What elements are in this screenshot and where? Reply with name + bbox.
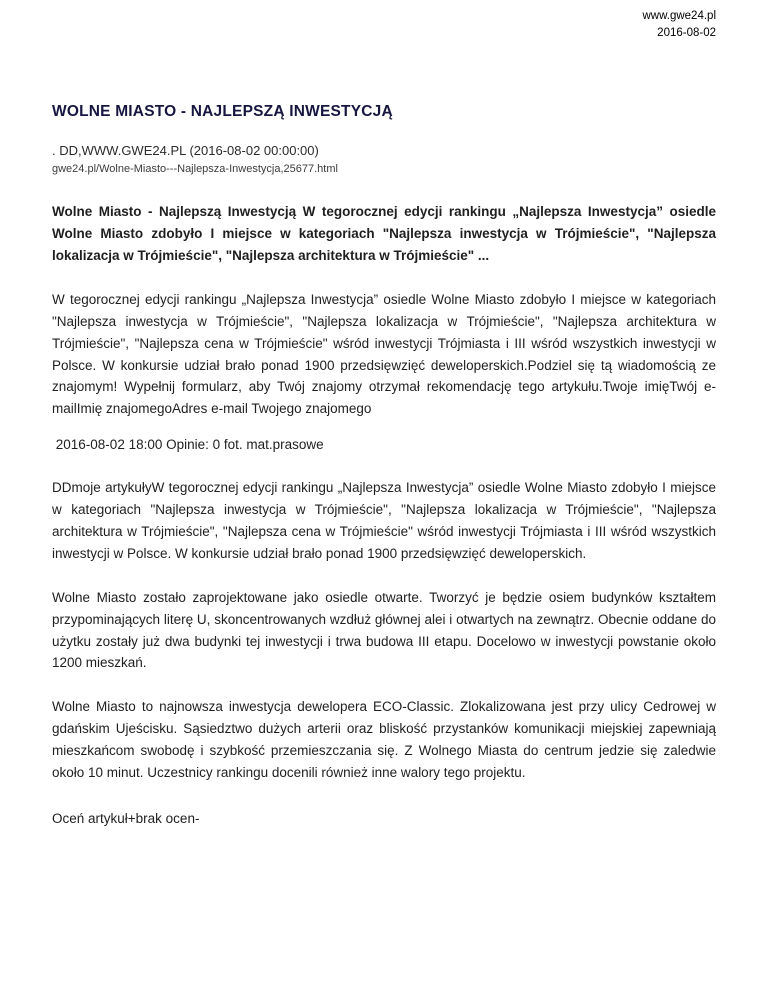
article-paragraph-3: Wolne Miasto zostało zaprojektowane jako osiedle otwarte. Tworzyć je będzie osiem budynków kształtem przypominających literę U, skoncentrowanych wzdłuż głównej alei i otwartych na zewnątrz. Obecnie oddane do użytku zostały już dwa budynki tej inwestycji i trwa budowa III etapu. Docelowo w inwestycji powstanie około 1200 mieszkań. (52, 589, 720, 671)
article-date-opinions-line: 2016-08-02 18:00 Opinie: 0 fot. mat.prasowe (52, 436, 324, 452)
header-site-url: www.gwe24.pl (642, 10, 716, 22)
article-lead-paragraph: Wolne Miasto - Najlepszą Inwestycją W tegorocznej edycji rankingu „Najlepsza Inwestycja” osiedle Wolne Miasto zdobyło I miejsce w kategoriach "Najlepsza inwestycja w Trójmieście", "Najlepsza lokalizacja w Trójmieście", "Najlepsza architektura w Trójmieście" ... (52, 204, 716, 264)
header-print-date: 2016-08-02 (657, 26, 716, 39)
article-paragraph-2: DDmoje artykułyW tegorocznej edycji rankingu „Najlepsza Inwestycja” osiedle Wolne Miasto zdobyło I miejsce w kategoriach "Najlepsza inwestycja w Trójmieście", "Najlepsza lokalizacja w Trójmieście", "Najlepsza architektura w Trójmieście", "Najlepsza cena w Trójmieście" wśród inwestycji Trójmiasta i III wśród wszystkich inwestycji w Polsce. W konkursie udział brało ponad 1900 przedsięwzięć deweloperskich. (52, 480, 720, 562)
article-rating-line: Oceń artykuł+brak ocen- (52, 810, 200, 826)
article-byline: . DD,WWW.GWE24.PL (2016-08-02 00:00:00) (52, 143, 319, 159)
print-header (52, 8, 716, 41)
article-source-url: gwe24.pl/Wolne-Miasto---Najlepsza-Inwestycja,25677.html (52, 163, 338, 176)
article-paragraph-4: Wolne Miasto to najnowsza inwestycja dewelopera ECO-Classic. Zlokalizowana jest przy ulicy Cedrowej w gdańskim Ujeścisku. Sąsiedztwo dużych arterii oraz bliskość przystanków komunikacji miejskiej zapewniają mieszkańcom swobodę i szybkość przemieszczania się. Z Wolnego Miasta do centrum jedzie się zaledwie około 10 minut. Uczestnicy rankingu docenili również inne walory tego projektu. (52, 699, 720, 780)
article-paragraph-1: W tegorocznej edycji rankingu „Najlepsza Inwestycja” osiedle Wolne Miasto zdobyło I miejsce w kategoriach "Najlepsza inwestycja w Trójmieście", "Najlepsza lokalizacja w Trójmieście", "Najlepsza architektura w Trójmieście", "Najlepsza cena w Trójmieście" wśród inwestycji Trójmiasta i III wśród wszystkich inwestycji w Polsce. W konkursie udział brało ponad 1900 przedsięwzięć deweloperskich.Podziel się tą wiadomością ze znajomym! Wypełnij formularz, aby Twój znajomy otrzymał rekomendację tego artykułu.Twoje imięTwój e-mailImię znajomegoAdres e-mail Twojego znajomego (52, 291, 720, 417)
article-title: WOLNE MIASTO - NAJLEPSZĄ INWESTYCJĄ (52, 103, 393, 121)
